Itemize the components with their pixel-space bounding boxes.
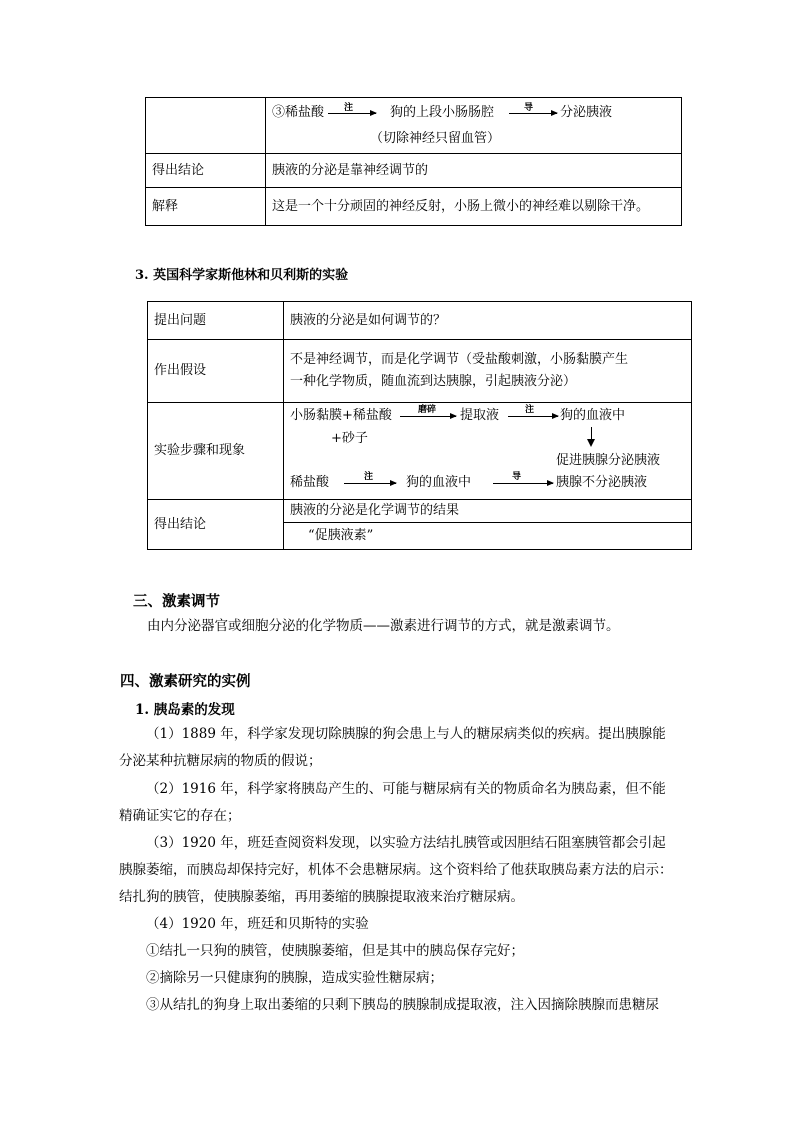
step-b-start: 稀盐酸 xyxy=(290,475,330,490)
body-line: （2）1916 年，科学家将胰岛产生的、可能与糖尿病有关的物质命名为胰岛素，但不能 xyxy=(146,781,666,797)
step-a-start: 小肠黏膜+稀盐酸 xyxy=(290,408,392,423)
table-cell-label: 作出假设 xyxy=(148,340,284,403)
body-line: （1）1889 年，科学家发现切除胰腺的狗会患上与人的糖尿病类似的疾病。提出胰腺能 xyxy=(146,726,666,742)
right-arrow-icon xyxy=(493,483,553,484)
exp3-prefix: ③稀盐酸 xyxy=(272,105,325,120)
down-arrow-icon xyxy=(591,427,592,445)
section-4-title: 四、激素研究的实例 xyxy=(120,673,251,690)
table-cell-text: 这是一个十分顽固的神经反射，小肠上微小的神经难以剔除干净。 xyxy=(266,188,682,226)
body-line: 胰腺萎缩，而胰岛却保持完好，机体不会患糖尿病。这个资料给了他获取胰岛素方法的启示： xyxy=(119,862,673,878)
arrow-label: 导 xyxy=(524,103,534,113)
table-cell-text: 胰液的分泌是如何调节的？ xyxy=(284,302,692,340)
body-line: ③从结扎的狗身上取出萎缩的只剩下胰岛的胰腺制成提取液，注入因摘除胰腺而患糖尿 xyxy=(146,997,659,1013)
table-cell-label: 得出结论 xyxy=(148,500,284,550)
steps-cell xyxy=(284,403,692,500)
exp3-note: （切除神经只留血管） xyxy=(370,131,501,146)
conclusion-cell xyxy=(284,500,692,550)
table-cell-text xyxy=(284,340,692,403)
section-3-title: 三、激素调节 xyxy=(133,593,220,610)
step-a-end: 狗的血液中 xyxy=(560,408,626,423)
step-a-sand: +砂子 xyxy=(331,431,368,446)
body-line: （4）1920 年，班廷和贝斯特的实验 xyxy=(146,916,369,932)
section-3-text: 由内分泌器官或细胞分泌的化学物质——激素进行调节的方式，就是激素调节。 xyxy=(147,618,620,634)
right-arrow-icon xyxy=(344,483,396,484)
table-row xyxy=(148,403,692,500)
table-cell-label xyxy=(146,98,266,154)
arrow-label: 注 xyxy=(525,405,535,415)
arrow-label: 注 xyxy=(364,472,374,482)
table-row xyxy=(146,154,682,188)
section-4-subtitle: 1. 胰岛素的发现 xyxy=(135,702,235,718)
right-arrow-icon xyxy=(509,113,557,114)
body-line: ②摘除另一只健康狗的胰腺，造成实验性糖尿病； xyxy=(146,970,443,986)
exp3-result: 分泌胰液 xyxy=(560,105,613,120)
step-b-result: 胰腺不分泌胰液 xyxy=(556,475,648,490)
experiment-3-cell xyxy=(266,98,682,154)
experiment-table-1 xyxy=(145,97,682,226)
arrow-label: 磨碎 xyxy=(418,405,437,415)
heading-3: 3. 英国科学家斯他林和贝利斯的实验 xyxy=(135,268,349,283)
table-row xyxy=(148,340,692,403)
body-line: 分泌某种抗糖尿病的物质的假说； xyxy=(119,753,322,769)
arrow-label: 注 xyxy=(344,103,354,113)
table-cell-label: 提出问题 xyxy=(148,302,284,340)
table-row xyxy=(148,302,692,340)
experiment-table-2 xyxy=(147,301,692,550)
body-line: 精确证实它的存在； xyxy=(119,808,241,824)
right-arrow-icon xyxy=(400,416,456,417)
step-a-result: 促进胰腺分泌胰液 xyxy=(556,453,661,468)
table-row xyxy=(148,500,692,550)
hypothesis-line: 不是神经调节，而是化学调节（受盐酸刺激，小肠黏膜产生 xyxy=(290,352,629,367)
table-row xyxy=(146,188,682,226)
exp3-middle: 狗的上段小肠肠腔 xyxy=(390,105,495,120)
body-line: ①结扎一只狗的胰管，使胰腺萎缩，但是其中的胰岛保存完好； xyxy=(146,943,524,959)
right-arrow-icon xyxy=(508,416,558,417)
conclusion-term: “促胰液素” xyxy=(308,528,374,543)
step-b-mid: 狗的血液中 xyxy=(406,475,472,490)
step-a-mid: 提取液 xyxy=(460,408,500,423)
table-cell-label: 解释 xyxy=(146,188,266,226)
body-line: 结扎狗的胰管，使胰腺萎缩，再用萎缩的胰腺提取液来治疗糖尿病。 xyxy=(119,889,524,905)
table-cell-text: 胰液的分泌是靠神经调节的 xyxy=(266,154,682,188)
conclusion-line: 胰液的分泌是化学调节的结果 xyxy=(284,500,691,523)
arrow-label: 导 xyxy=(512,472,522,482)
table-cell-label: 得出结论 xyxy=(146,154,266,188)
right-arrow-icon xyxy=(328,113,376,114)
hypothesis-line: 一种化学物质，随血流到达胰腺，引起胰液分泌） xyxy=(290,374,577,389)
table-cell-label: 实验步骤和现象 xyxy=(148,403,284,500)
table-row xyxy=(146,98,682,154)
body-line: （3）1920 年，班廷查阅资料发现，以实验方法结扎胰管或因胆结石阻塞胰管都会引起 xyxy=(146,835,666,851)
